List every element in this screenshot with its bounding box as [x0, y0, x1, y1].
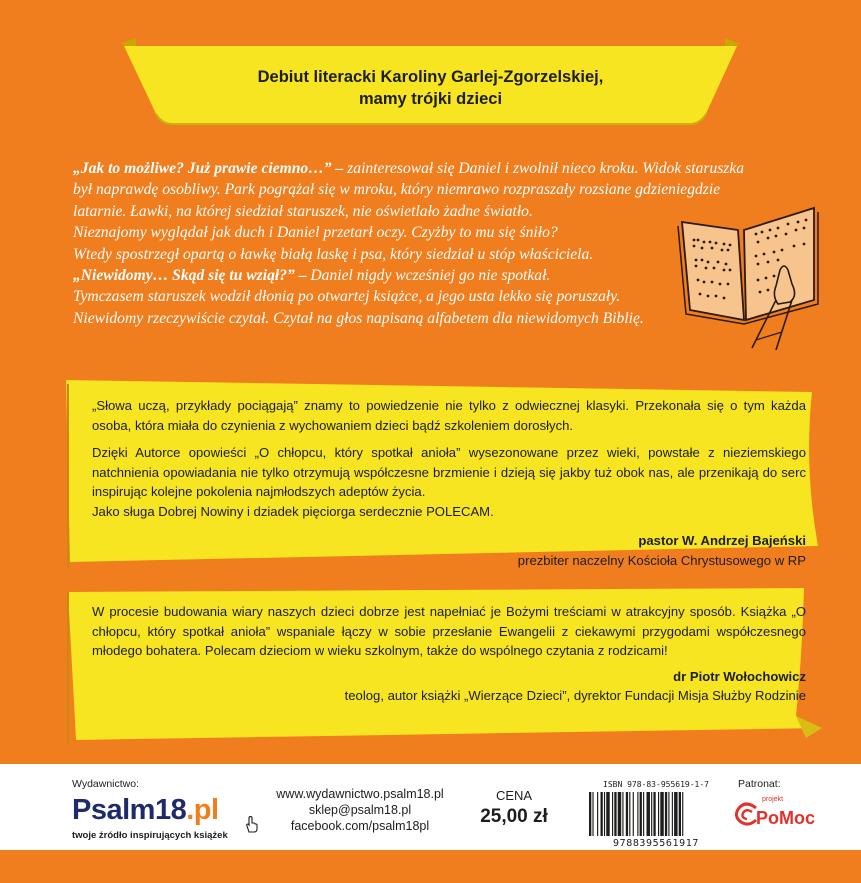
- website-link[interactable]: www.wydawnictwo.psalm18.pl: [276, 787, 444, 801]
- excerpt-quote-2: „Niewidomy… Skąd się tu wziął?” –: [73, 267, 307, 285]
- bottom-strip: [0, 850, 861, 883]
- barcode-digits: 9788395561917: [612, 838, 700, 849]
- barcode-bar: [604, 792, 605, 836]
- barcode-bar: [612, 792, 613, 836]
- review-1: [66, 378, 826, 568]
- logo-suffix: .pl: [186, 794, 219, 826]
- review-1-paragraph-2: Dzięki Autorce opowieści „O chłopcu, który spotkał anioła” wysezonowane przez wieki, powstałe z nieziemskiego natchnienia opowiadania nie tylko otrzymują współczesne brzmienie i dzieją się jakby tuż obok nas, ale przenikają do serc inspirując kolejne pokolenia najmłodszych adeptów życia.: [92, 445, 806, 499]
- excerpt-quote-1: „Jak to możliwe? Już prawie ciemno…” –: [73, 160, 344, 177]
- barcode-icon: [587, 792, 725, 838]
- barcode-bar: [597, 792, 598, 836]
- excerpt-line: Niewidomy rzeczywiście czytał. Czytał na głos napisaną alfabetem dla niewidomych Biblię.: [73, 309, 644, 327]
- publisher-links: [262, 786, 458, 834]
- footer: [0, 764, 861, 850]
- barcode-bar: [622, 792, 623, 836]
- barcode-bar: [640, 792, 642, 836]
- barcode-bar: [601, 792, 603, 836]
- review-2-paragraph-1: W procesie budowania wiary naszych dzieci dobrze jest napełniać je Bożymi treściami w atrakcyjny sposób. Książka „O chłopcu, który spotkał anioła” wspaniale łączy w sobie przesłanie Ewangelii z ciekawymi przygodami współczesnego młodego bohatera. Polecam dzieciom w wieku szkolnym, także do wspólnego czytania z rodzicami!: [92, 604, 806, 658]
- price-value: 25,00 zł: [480, 806, 548, 827]
- excerpt-line: był naprawdę osobliwy. Park pogrążał się w mroku, który niemrawo rozpraszały rozsiane gdzieniegdzie: [73, 181, 721, 199]
- barcode-bar: [614, 792, 616, 836]
- barcode: [587, 780, 725, 849]
- email-link[interactable]: sklep@psalm18.pl: [308, 803, 412, 817]
- excerpt-line: zainteresował się Daniel i zwolnił nieco kroku. Widok staruszka: [343, 160, 745, 177]
- barcode-bar: [626, 792, 628, 836]
- headline-line-2: mamy trójki dzieci: [358, 90, 503, 108]
- hand-pointer-icon: [244, 816, 260, 834]
- excerpt-line: Daniel nigdy wcześniej go nie spotkał.: [306, 267, 551, 285]
- barcode-bar: [682, 792, 683, 836]
- headline-line-1: Debiut literacki Karoliny Garlej-Zgorzelskiej,: [257, 68, 604, 86]
- barcode-bar: [606, 792, 609, 836]
- barcode-bar: [592, 792, 593, 836]
- barcode-bar: [589, 792, 591, 836]
- publisher-tagline: twoje źródło inspirujących książek: [72, 830, 228, 841]
- barcode-bar: [660, 792, 663, 836]
- excerpt-line: latarnie. Ławki, na której siedział staruszek, nie oświetlało żadne światło.: [73, 202, 533, 220]
- barcode-bar: [637, 792, 638, 836]
- review-2-author: dr Piotr Wołochowicz: [673, 668, 806, 684]
- pomoc-logo-icon: [734, 796, 816, 833]
- review-1-paragraph-1: „Słowa uczą, przykłady pociągają” znamy to powiedzenie nie tylko z odwiecznej klasyki. Przekonała się o tym każda osoba, która miała do czynienia z wychowaniem dzieci bądź szkoleniem dorosłych.: [92, 398, 806, 433]
- barcode-bar: [643, 792, 644, 836]
- excerpt-line: Tymczasem staruszek wodził dłonią po otwartej książce, a jego usta lekko się poruszały.: [73, 288, 621, 306]
- barcode-bar: [647, 792, 650, 836]
- patron-label: Patronat:: [738, 778, 781, 790]
- barcode-bar: [674, 792, 677, 836]
- barcode-bar: [679, 792, 681, 836]
- barcode-bar: [618, 792, 621, 836]
- headline: [120, 66, 741, 110]
- facebook-link[interactable]: facebook.com/psalm18pl: [290, 819, 430, 833]
- logo-main: Psalm18: [72, 794, 187, 826]
- barcode-bar: [665, 792, 667, 836]
- review-2: [66, 588, 826, 744]
- headline-ribbon: [120, 38, 741, 126]
- excerpt-line: Wtedy spostrzegł opartą o ławkę białą laskę i psa, który siedział u stóp właściciela.: [73, 245, 594, 263]
- barcode-bar: [651, 792, 652, 836]
- barcode-bar: [629, 792, 630, 836]
- review-2-author-role: teolog, autor książki „Wierzące Dzieci”, dyrektor Fundacji Misja Służby Rodzinie: [344, 688, 806, 703]
- barcode-bar: [653, 792, 655, 836]
- excerpt-line: Nieznajomy wyglądał jak duch i Daniel przetarł oczy. Czyżby to mu się śniło?: [73, 224, 558, 242]
- review-1-paragraph-3: Jako sługa Dobrej Nowiny i dziadek pięciorga serdecznie POLECAM.: [92, 503, 494, 519]
- barcode-bar: [668, 792, 669, 836]
- patron-name: PoMoc: [756, 808, 816, 828]
- isbn-text: ISBN 978-83-955619-1-7: [603, 780, 709, 789]
- review-1-author: pastor W. Andrzej Bajeński: [638, 533, 806, 548]
- price-label: CENA: [495, 788, 533, 803]
- braille-book-icon: [672, 200, 822, 350]
- barcode-bar: [658, 792, 659, 836]
- patron-small-label: projekt: [762, 796, 784, 803]
- review-1-author-role: prezbiter naczelny Kościoła Chrystusowego w RP: [517, 552, 806, 568]
- publisher-label: Wydawnictwo:: [72, 778, 140, 790]
- barcode-bar: [633, 792, 634, 836]
- barcode-bar: [672, 792, 673, 836]
- publisher-logo: [72, 794, 219, 827]
